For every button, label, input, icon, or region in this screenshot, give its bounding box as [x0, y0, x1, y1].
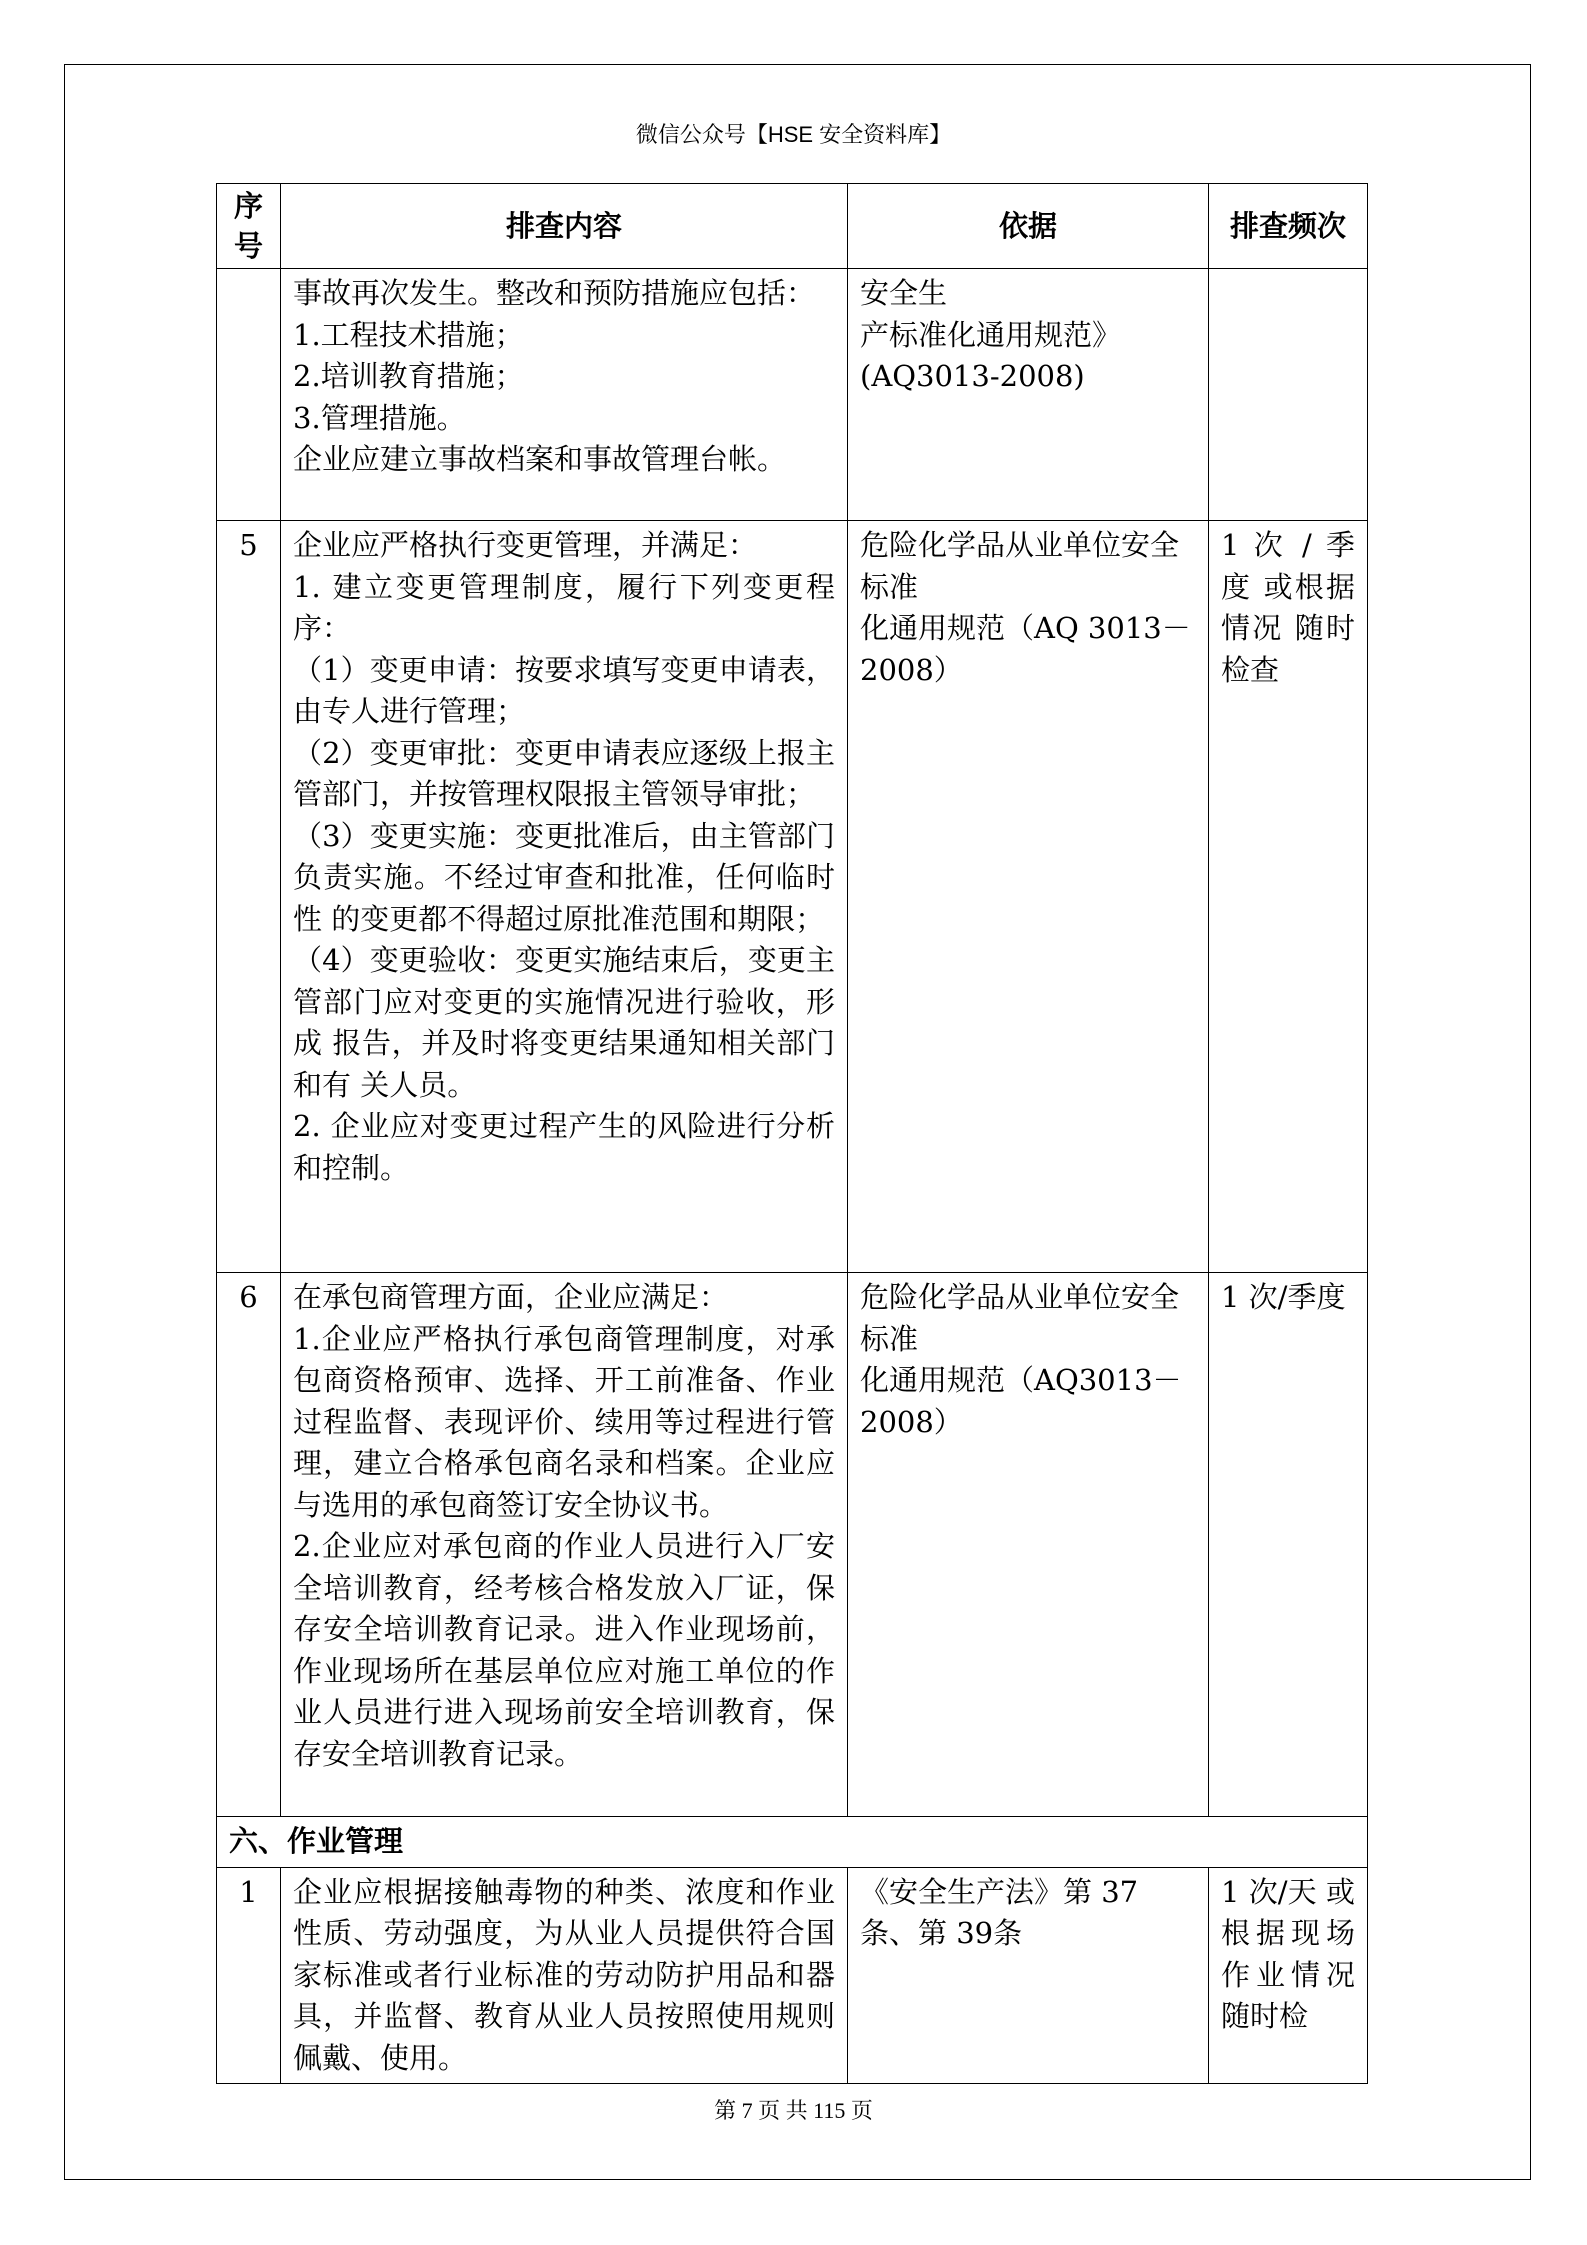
row-content [281, 269, 848, 521]
row-seq: 6 [217, 1273, 281, 1817]
row-freq: 1 次 / 季度 或根据 情况 随时检查 [1209, 521, 1368, 1273]
content-line: 企业应建立事故档案和事故管理台帐。 [293, 442, 787, 476]
row-seq: 1 [217, 1867, 281, 2084]
row-basis [848, 1273, 1209, 1817]
content-line: 企业应严格执行变更管理，并满足： [293, 528, 758, 562]
col-header-seq: 序号 [217, 184, 281, 269]
inspection-table [216, 183, 1368, 2084]
page-header: 微信公众号【HSE 安全资料库】 [635, 122, 952, 147]
col-header-content: 排查内容 [281, 184, 848, 269]
content-line: 3.管理措施。 [293, 400, 466, 435]
row-seq [217, 269, 281, 521]
table-row [217, 1273, 1368, 1817]
basis-line: 产标准化通用规范》(AQ3013-2008) [860, 317, 1122, 393]
row-freq: 1 次/天 或根据现场作业情况随时检 [1209, 1867, 1368, 2084]
content-line: 1.工程技术措施； [293, 317, 524, 352]
row-content [281, 1867, 848, 2084]
content-line: 2.培训教育措施； [293, 359, 524, 393]
row-content [281, 521, 848, 1273]
page-footer: 第 7 页 共 115 页 [714, 2098, 873, 2123]
basis-line: 化通用规范（AQ3013－2008） [860, 1363, 1182, 1439]
table-row [217, 521, 1368, 1273]
content-line: 企业应根据接触毒物的种类、浓度和作业性质、劳动强度，为从业人员提供符合国家标准或者行业标准的劳动防护用品和器具，并监督、教育从业人员按照使用规则佩戴、使用。 [293, 1874, 835, 2075]
content-line: 2.企业应对承包商的作业人员进行入厂安全培训教育，经考核合格发放入厂证，保存安全培训教育记录。进入作业现场前，作业现场所在基层单位应对施工单位的作业人员进行进入现场前安全培训教育，保存安全培训教育记录。 [293, 1529, 835, 1771]
content-line: （3）变更实施：变更批准后，由主管部门负责实施。不经过审查和批准，任何临时性 的变更都不得超过原批准范围和期限； [293, 818, 835, 936]
row-freq: 1 次/季度 [1209, 1273, 1368, 1817]
section-row [217, 1817, 1368, 1868]
row-basis [848, 1867, 1209, 2084]
content-line: （1）变更申请：按要求填写变更申请表，由专人进行管理； [293, 652, 835, 728]
table-header-row [217, 184, 1368, 269]
table-row [217, 269, 1368, 521]
content-line: 事故再次发生。整改和预防措施应包括： [293, 276, 816, 310]
row-content [281, 1273, 848, 1817]
content-line: 在承包商管理方面，企业应满足： [293, 1280, 729, 1314]
content-line: 2. 企业应对变更过程产生的风险进行分析和控制。 [293, 1109, 835, 1185]
basis-line: 安全生 [860, 276, 948, 310]
row-basis [848, 521, 1209, 1273]
col-header-freq: 排查频次 [1209, 184, 1368, 269]
content-line: 1.企业应严格执行承包商管理制度，对承包商资格预审、选择、开工前准备、作业过程监督、表现评价、续用等过程进行管理，建立合格承包商名录和档案。企业应与选用的承包商签订安全协议书。 [293, 1321, 835, 1522]
basis-line: 《安全生产法》第 37 条、第 39条 [860, 1874, 1139, 1950]
basis-line: 化通用规范（AQ 3013－2008） [860, 611, 1191, 687]
row-freq [1209, 269, 1368, 521]
col-header-basis: 依据 [848, 184, 1209, 269]
table-row [217, 1867, 1368, 2084]
content-line: （4）变更验收：变更实施结束后，变更主管部门应对变更的实施情况进行验收，形成 报告，并及时将变更结果通知相关部门和有 关人员。 [293, 943, 835, 1102]
section-title: 六、作业管理 [217, 1817, 1368, 1868]
row-seq: 5 [217, 521, 281, 1273]
basis-line: 危险化学品从业单位安全标准 [860, 1280, 1180, 1356]
content-line: 1. 建立变更管理制度，履行下列变更程序： [293, 569, 835, 645]
row-basis [848, 269, 1209, 521]
content-line: （2）变更审批：变更申请表应逐级上报主管部门，并按管理权限报主管领导审批； [293, 735, 835, 811]
basis-line: 危险化学品从业单位安全标准 [860, 528, 1180, 604]
